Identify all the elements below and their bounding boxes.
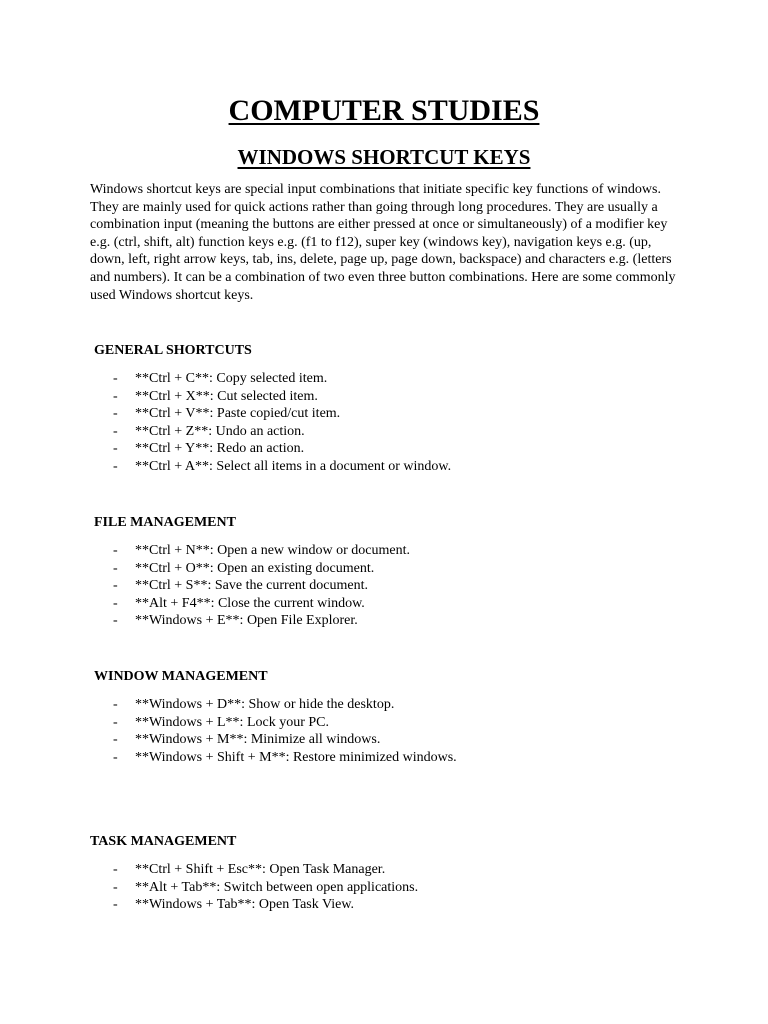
dash-bullet-icon: -	[113, 458, 118, 474]
dash-bullet-icon: -	[113, 897, 118, 913]
shortcut-list	[113, 370, 451, 476]
shortcut-text: **Ctrl + C**: Copy selected item.	[135, 371, 328, 386]
list-item	[113, 595, 410, 613]
shortcut-text: **Ctrl + Z**: Undo an action.	[135, 423, 305, 439]
dash-bullet-icon: -	[113, 714, 118, 730]
list-item	[113, 612, 410, 630]
section-heading: WINDOW MANAGEMENT	[94, 669, 268, 684]
shortcut-text: **Ctrl + X**: Cut selected item.	[135, 388, 318, 404]
page-subtitle: WINDOWS SHORTCUT KEYS	[237, 145, 531, 169]
section-heading: TASK MANAGEMENT	[90, 834, 237, 849]
list-item	[113, 560, 410, 578]
section-heading: FILE MANAGEMENT	[94, 515, 236, 530]
list-item	[113, 896, 418, 914]
list-item	[113, 731, 457, 749]
dash-bullet-icon: -	[113, 862, 118, 877]
list-item	[113, 542, 410, 560]
shortcut-text: **Windows + Tab**: Open Task View.	[135, 897, 355, 913]
section-heading: GENERAL SHORTCUTS	[94, 343, 252, 358]
dash-bullet-icon: -	[113, 749, 118, 765]
dash-bullet-icon: -	[113, 388, 118, 404]
dash-bullet-icon: -	[113, 732, 118, 748]
dash-bullet-icon: -	[113, 543, 118, 558]
list-item	[113, 577, 410, 595]
shortcut-text: **Alt + Tab**: Switch between open applications.	[135, 879, 419, 895]
shortcut-text: **Ctrl + V**: Paste copied/cut item.	[135, 406, 341, 422]
list-item	[113, 370, 451, 388]
shortcut-text: **Ctrl + A**: Select all items in a document or window.	[135, 458, 452, 474]
list-item	[113, 458, 451, 476]
list-item	[113, 440, 451, 458]
shortcut-text: **Windows + D**: Show or hide the desktop.	[135, 697, 395, 712]
list-item	[113, 714, 457, 732]
dash-bullet-icon: -	[113, 406, 118, 422]
shortcut-text: **Alt + F4**: Close the current window.	[135, 595, 365, 611]
list-item	[113, 696, 457, 714]
dash-bullet-icon: -	[113, 423, 118, 439]
shortcut-text: **Ctrl + S**: Save the current document.	[135, 578, 369, 594]
list-item	[113, 388, 451, 406]
shortcut-list	[113, 696, 457, 766]
shortcut-text: **Ctrl + O**: Open an existing document.	[135, 560, 375, 576]
dash-bullet-icon: -	[113, 697, 118, 712]
list-item	[113, 423, 451, 441]
dash-bullet-icon: -	[113, 613, 118, 629]
list-item	[113, 749, 457, 767]
intro-paragraph: Windows shortcut keys are special input combinations that initiate specific key functions of windows. They are mainly used for quick actions rather than going through long procedures. They are usually a combination input (meaning the buttons are either pressed at once or simultaneously) of a modifier key e.g. (ctrl, shift, alt) function keys e.g. (f1 to f12), super key (windows key), navigation keys e.g. (up, down, left, right arrow keys, tab, ins, delete, page up, page down, backspace) and characters e.g. (letters and numbers). It can be a combination of two even three button combinations. Here are some commonly used Windows shortcut keys.	[90, 182, 676, 303]
shortcut-text: **Windows + L**: Lock your PC.	[135, 714, 329, 730]
shortcut-text: **Ctrl + Y**: Redo an action.	[135, 441, 305, 457]
list-item	[113, 405, 451, 423]
shortcut-text: **Windows + M**: Minimize all windows.	[135, 732, 381, 748]
dash-bullet-icon: -	[113, 595, 118, 611]
shortcut-text: **Windows + Shift + M**: Restore minimized windows.	[135, 749, 457, 765]
dash-bullet-icon: -	[113, 371, 118, 386]
shortcut-list	[113, 861, 418, 914]
shortcut-text: **Ctrl + Shift + Esc**: Open Task Manager.	[135, 862, 386, 877]
shortcut-list	[113, 542, 410, 630]
list-item	[113, 861, 418, 879]
dash-bullet-icon: -	[113, 879, 118, 895]
list-item	[113, 879, 418, 897]
dash-bullet-icon: -	[113, 560, 118, 576]
shortcut-text: **Windows + E**: Open File Explorer.	[135, 613, 358, 629]
shortcut-text: **Ctrl + N**: Open a new window or document.	[135, 543, 411, 558]
dash-bullet-icon: -	[113, 441, 118, 457]
page-title: COMPUTER STUDIES	[228, 94, 540, 127]
dash-bullet-icon: -	[113, 578, 118, 594]
